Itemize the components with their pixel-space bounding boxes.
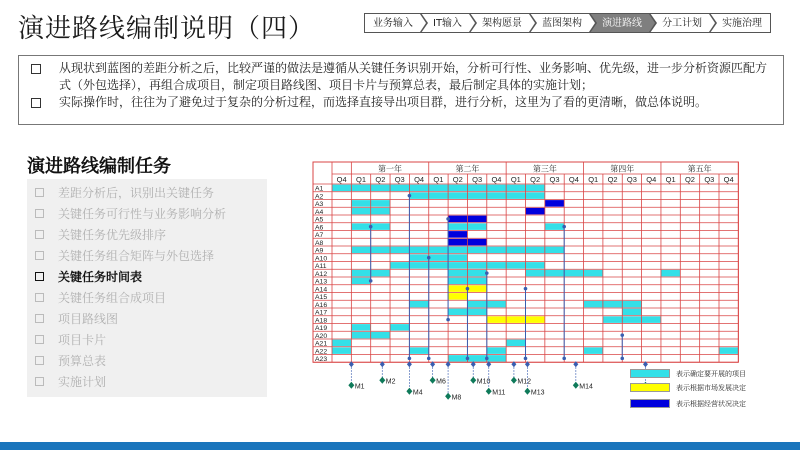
milestone-label: M4 xyxy=(412,389,423,397)
gantt-bar xyxy=(351,247,564,254)
chevron-right-icon xyxy=(421,13,428,33)
row-label: A2 xyxy=(315,193,324,201)
row-label: A17 xyxy=(315,309,328,317)
row-label: A3 xyxy=(315,201,324,209)
gantt-bar xyxy=(448,355,506,362)
quarter-label: Q4 xyxy=(336,175,347,184)
milestone-label: M14 xyxy=(579,383,593,391)
task-label: 关键任务时间表 xyxy=(58,270,143,284)
row-label: A12 xyxy=(315,270,328,278)
milestone-label: M10 xyxy=(476,378,491,386)
task-label: 关键任务组合矩阵与外包选择 xyxy=(58,249,215,263)
row-label: A11 xyxy=(315,263,327,271)
milestone-diamond-icon xyxy=(430,377,436,384)
step-label: 分工计划 xyxy=(662,18,703,29)
dependency-dot xyxy=(620,333,624,337)
milestone-diamond-icon xyxy=(379,377,385,384)
gantt-bar xyxy=(351,278,370,285)
dependency-dot xyxy=(369,225,373,229)
dependency-dot xyxy=(427,357,431,361)
legend-swatch xyxy=(630,399,670,408)
gantt-bar xyxy=(448,231,467,238)
gantt-bar xyxy=(526,208,545,215)
tasks-title: 演进路线编制任务 xyxy=(27,156,171,177)
chevron-right-icon xyxy=(710,13,717,33)
step-label: 演进路线 xyxy=(602,18,643,29)
row-label: A4 xyxy=(315,208,324,216)
row-label: A13 xyxy=(315,278,328,286)
year-label: 第一年 xyxy=(378,164,403,174)
quarter-label: Q2 xyxy=(684,175,695,184)
milestone-label: M13 xyxy=(530,389,545,397)
chevron-right-icon xyxy=(590,13,597,33)
task-label: 差距分析后，识别出关键任务 xyxy=(58,186,215,200)
quarter-label: Q3 xyxy=(394,175,405,184)
quarter-label: Q2 xyxy=(375,175,386,184)
gantt-bar xyxy=(332,340,351,347)
row-label: A21 xyxy=(315,340,328,348)
gantt-bar xyxy=(448,293,467,300)
row-label: A20 xyxy=(315,332,328,340)
quarter-label: Q3 xyxy=(704,175,715,184)
milestone-diamond-icon xyxy=(511,377,517,384)
gantt-bar xyxy=(622,309,641,316)
quarter-label: Q4 xyxy=(646,175,657,184)
milestone-label: M11 xyxy=(492,389,506,397)
gantt-bar xyxy=(584,301,642,308)
gantt-bar xyxy=(506,340,525,347)
dependency-dot xyxy=(562,357,566,361)
quarter-label: Q4 xyxy=(568,175,579,184)
quarter-label: Q1 xyxy=(356,175,367,184)
gantt-bar xyxy=(409,254,467,261)
step-label: 架构愿景 xyxy=(482,18,523,29)
row-label: A15 xyxy=(315,294,328,302)
page-title: 演进路线编制说明（四） xyxy=(18,14,316,44)
chevron-right-icon xyxy=(650,13,657,33)
gantt-bar xyxy=(409,192,544,199)
milestone-diamond-icon xyxy=(470,377,476,384)
dependency-dot xyxy=(369,279,373,283)
dependency-dot xyxy=(427,256,431,260)
year-label: 第四年 xyxy=(610,164,635,174)
quarter-label: Q3 xyxy=(626,175,637,184)
legend-label: 表示根据市场发展决定 xyxy=(676,384,746,392)
dependency-dot xyxy=(446,318,450,322)
task-label: 项目路线图 xyxy=(58,312,119,326)
milestone-label: M12 xyxy=(517,378,532,386)
quarter-label: Q4 xyxy=(723,175,734,184)
dependency-dot xyxy=(620,357,624,361)
milestone-diamond-icon xyxy=(486,388,492,395)
row-label: A22 xyxy=(315,348,328,356)
gantt-bar xyxy=(603,316,661,323)
year-label: 第二年 xyxy=(455,164,480,174)
legend-swatch xyxy=(630,383,670,392)
milestone-diamond-icon xyxy=(406,388,412,395)
step-label: IT输入 xyxy=(433,18,463,29)
row-label: A23 xyxy=(315,356,328,364)
bottom-accent-bar xyxy=(0,442,800,450)
year-label: 第五年 xyxy=(687,164,712,174)
gantt-bar xyxy=(719,347,738,354)
legend-label: 表示根据经营状况决定 xyxy=(676,400,746,408)
milestone-label: M6 xyxy=(436,378,446,386)
milestone-label: M1 xyxy=(354,383,365,391)
quarter-label: Q3 xyxy=(472,175,483,184)
row-label: A10 xyxy=(315,255,328,263)
year-label: 第三年 xyxy=(532,164,557,174)
task-label: 关键任务可行性与业务影响分析 xyxy=(58,207,227,221)
gantt-bar xyxy=(661,270,680,277)
row-label: A18 xyxy=(315,317,328,325)
quarter-label: Q2 xyxy=(607,175,618,184)
milestone-diamond-icon xyxy=(524,388,530,395)
dependency-dot xyxy=(562,225,566,229)
quarter-label: Q2 xyxy=(530,175,541,184)
quarter-label: Q2 xyxy=(452,175,463,184)
quarter-label: Q1 xyxy=(588,175,599,184)
description-text: 实际操作时，往往为了避免过于复杂的分析过程，而选择直接导出项目群，进行分析，这里为了看的更清晰，做总体说明。 xyxy=(59,95,708,109)
dependency-dot xyxy=(524,287,528,291)
milestone-label: M8 xyxy=(451,394,462,402)
gantt-bar xyxy=(390,324,409,331)
milestone-diamond-icon xyxy=(445,393,451,400)
row-label: A7 xyxy=(315,232,324,240)
task-label: 项目卡片 xyxy=(58,333,107,347)
step-label: 实施治理 xyxy=(722,18,763,29)
gantt-bar xyxy=(487,316,545,323)
row-label: A16 xyxy=(315,301,328,309)
row-label: A9 xyxy=(315,247,324,255)
description-text: 从现状到蓝图的差距分析之后，比较严谨的做法是遵循从关键任务识别开始，分析可行性、业务影响、优先级，进一步分析资源匹配方式（外包选择），再组合成项目，制定项目路线图、项目卡片与预算总表，最后制定具体的实施计划； xyxy=(59,61,768,92)
quarter-label: Q4 xyxy=(491,175,502,184)
row-label: A19 xyxy=(315,325,328,333)
gantt-bar xyxy=(545,200,564,207)
milestone-label: M2 xyxy=(385,378,396,386)
quarter-label: Q3 xyxy=(549,175,560,184)
gantt-bar xyxy=(332,347,351,354)
gantt-bar xyxy=(545,223,564,230)
step-label: 业务输入 xyxy=(373,18,413,29)
legend-swatch xyxy=(630,369,670,378)
row-label: A8 xyxy=(315,239,324,247)
dependency-dot xyxy=(485,357,489,361)
dependency-dot xyxy=(446,217,450,221)
row-label: A1 xyxy=(315,185,324,193)
task-label: 关键任务优先级排序 xyxy=(58,228,167,242)
quarter-label: Q1 xyxy=(510,175,521,184)
task-label: 实施计划 xyxy=(58,375,107,389)
chevron-right-icon xyxy=(470,13,477,33)
dependency-dot xyxy=(524,357,528,361)
task-label: 关键任务组合成项目 xyxy=(58,291,167,305)
quarter-label: Q1 xyxy=(433,175,444,184)
gantt-bar xyxy=(487,347,506,354)
dependency-dot xyxy=(408,194,412,198)
dependency-dot xyxy=(408,357,412,361)
milestone-diamond-icon xyxy=(573,382,579,389)
task-label: 预算总表 xyxy=(58,354,107,368)
gantt-bar xyxy=(351,324,370,331)
legend-label: 表示确定要开展的项目 xyxy=(676,370,746,378)
dependency-dot xyxy=(485,271,489,275)
dependency-dot xyxy=(466,357,470,361)
gantt-bar xyxy=(332,185,429,192)
row-label: A14 xyxy=(315,286,328,294)
chevron-right-icon xyxy=(530,13,537,33)
row-label: A5 xyxy=(315,216,324,224)
gantt-bar xyxy=(584,347,603,354)
gantt-bar xyxy=(409,301,428,308)
milestone-diamond-icon xyxy=(348,382,354,389)
row-label: A6 xyxy=(315,224,324,232)
step-label: 蓝图架构 xyxy=(542,18,583,29)
gantt-bar xyxy=(409,347,428,354)
dependency-dot xyxy=(466,287,470,291)
quarter-label: Q1 xyxy=(665,175,676,184)
quarter-label: Q4 xyxy=(414,175,425,184)
